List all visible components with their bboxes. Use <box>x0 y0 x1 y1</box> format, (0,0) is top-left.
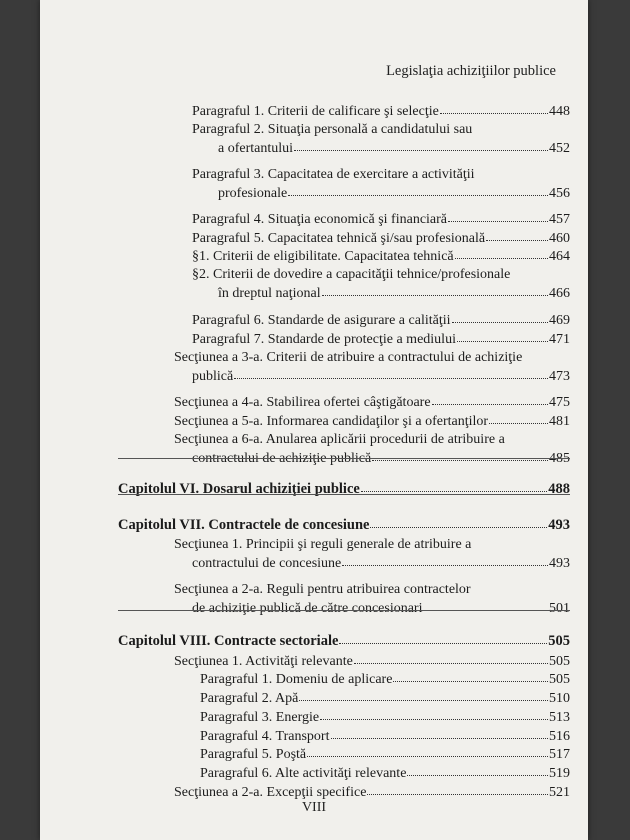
toc-entry-title: Secţiunea 1. Principii şi reguli generale de atribuire a <box>174 537 472 552</box>
toc-entry-title: Paragraful 3. Capacitatea de exercitare a activităţii <box>192 167 475 182</box>
dot-leader <box>354 651 548 664</box>
toc-entry-title: Capitolul VI. Dosarul achiziţiei publice <box>118 481 360 497</box>
toc-page-number: 493 <box>549 556 570 571</box>
toc-page-number: 469 <box>549 313 570 328</box>
toc-entry-title: profesionale <box>218 186 288 201</box>
dot-leader <box>372 448 548 461</box>
toc-page-number: 493 <box>548 517 570 533</box>
dot-leader <box>288 183 548 196</box>
dot-leader <box>407 763 548 776</box>
toc-page-number: 516 <box>549 729 570 744</box>
section-divider <box>118 458 570 459</box>
toc-page-number: 460 <box>549 231 570 246</box>
toc-entry-title: Paragraful 6. Alte activităţi relevante <box>200 766 407 781</box>
toc-page-number: 456 <box>549 186 570 201</box>
toc-entry-title: Paragraful 4. Transport <box>200 729 330 744</box>
dot-leader <box>457 329 548 342</box>
toc-page-number: 505 <box>548 633 570 649</box>
dot-leader <box>307 744 548 757</box>
toc-entry-title: Paragraful 2. Situaţia personală a candidatului sau <box>192 122 473 137</box>
dot-leader <box>448 209 548 222</box>
toc-page-number: 471 <box>549 332 570 347</box>
toc-entry-title: Paragraful 1. Domeniu de aplicare <box>200 672 393 687</box>
toc-entry-title: Paragraful 6. Standarde de asigurare a calităţii <box>192 313 451 328</box>
book-page <box>40 0 588 840</box>
dot-leader <box>440 101 548 114</box>
toc-entry-title: în dreptul naţional <box>218 286 321 301</box>
toc-entry-title: Paragraful 7. Standarde de protecţie a mediului <box>192 332 456 347</box>
toc-page-number: 485 <box>549 451 570 466</box>
dot-leader <box>455 246 548 259</box>
dot-leader <box>342 553 548 566</box>
running-header: Legislaţia achiziţiilor publice <box>386 63 556 79</box>
toc-page-number: 510 <box>549 691 570 706</box>
toc-page-number: 521 <box>549 785 570 800</box>
toc-page-number: 501 <box>549 601 570 616</box>
dot-leader <box>361 479 547 492</box>
toc-page-number: 505 <box>549 672 570 687</box>
toc-page-number: 457 <box>549 212 570 227</box>
toc-entry-title: contractului de concesiune <box>192 556 342 571</box>
toc-entry-title: Secţiunea a 2-a. Excepţii specifice <box>174 785 367 800</box>
toc-entry-title: Paragraful 4. Situaţia economică şi financiară <box>192 212 448 227</box>
toc-page-number: 452 <box>549 141 570 156</box>
section-divider <box>118 494 570 495</box>
toc-entry-title: Secţiunea a 4-a. Stabilirea ofertei câştigătoare <box>174 395 431 410</box>
toc-page-number: 481 <box>549 414 570 429</box>
toc-page-number: 505 <box>549 654 570 669</box>
toc-entry-title: Secţiunea 1. Activităţi relevante <box>174 654 353 669</box>
toc-page-number: 517 <box>549 747 570 762</box>
dot-leader <box>432 392 548 405</box>
dot-leader <box>370 515 547 528</box>
toc-entry-title: §1. Criterii de eligibilitate. Capacitatea tehnică <box>192 249 454 264</box>
dot-leader <box>320 707 548 720</box>
toc-entry-title: §2. Criterii de dovedire a capacităţii tehnice/profesionale <box>192 267 511 282</box>
dot-leader <box>367 782 548 795</box>
toc-page-number: 513 <box>549 710 570 725</box>
dot-leader <box>294 138 548 151</box>
dot-leader <box>234 366 548 379</box>
toc-entry-title: Secţiunea a 6-a. Anularea aplicării procedurii de atribuire a <box>174 432 505 447</box>
toc-entry-title: Capitolul VII. Contractele de concesiune <box>118 517 370 533</box>
toc-entry-title: contractului de achiziţie publică <box>192 451 372 466</box>
dot-leader <box>393 669 548 682</box>
dot-leader <box>489 411 548 424</box>
toc-page-number: 475 <box>549 395 570 410</box>
toc-entry-title: Secţiunea a 5-a. Informarea candidaţilor şi a ofertanţilor <box>174 414 489 429</box>
toc-entry-title: Secţiunea a 2-a. Reguli pentru atribuirea contractelor <box>174 582 471 597</box>
toc-entry-title: publică <box>192 369 234 384</box>
toc-entry-title: Paragraful 3. Energie <box>200 710 320 725</box>
toc-page-number: 488 <box>548 481 570 497</box>
dot-leader <box>452 310 549 323</box>
toc-entry-title: a ofertantului <box>218 141 294 156</box>
toc-entry-title: Secţiunea a 3-a. Criterii de atribuire a contractului de achiziţie <box>174 350 523 365</box>
toc-entry-title: Paragraful 5. Poştă <box>200 747 307 762</box>
toc-page-number: 473 <box>549 369 570 384</box>
dot-leader <box>486 228 548 241</box>
toc-entry-title: Paragraful 5. Capacitatea tehnică şi/sau profesională <box>192 231 486 246</box>
toc-entry-title: Paragraful 2. Apă <box>200 691 299 706</box>
toc-page-number: 519 <box>549 766 570 781</box>
toc-page-number: 466 <box>549 286 570 301</box>
page-number: VIII <box>301 800 327 815</box>
toc-entry-title: Paragraful 1. Criterii de calificare şi selecţie <box>192 104 439 119</box>
dot-leader <box>339 631 547 644</box>
toc-entry-title: Capitolul VIII. Contracte sectoriale <box>118 633 339 649</box>
toc-entry-title: de achiziţie publică de către concesionari <box>192 601 423 616</box>
section-divider <box>118 610 570 611</box>
toc-page-number: 464 <box>549 249 570 264</box>
dot-leader <box>331 726 549 739</box>
dot-leader <box>299 688 548 701</box>
dot-leader <box>322 283 548 296</box>
toc-page-number: 448 <box>549 104 570 119</box>
